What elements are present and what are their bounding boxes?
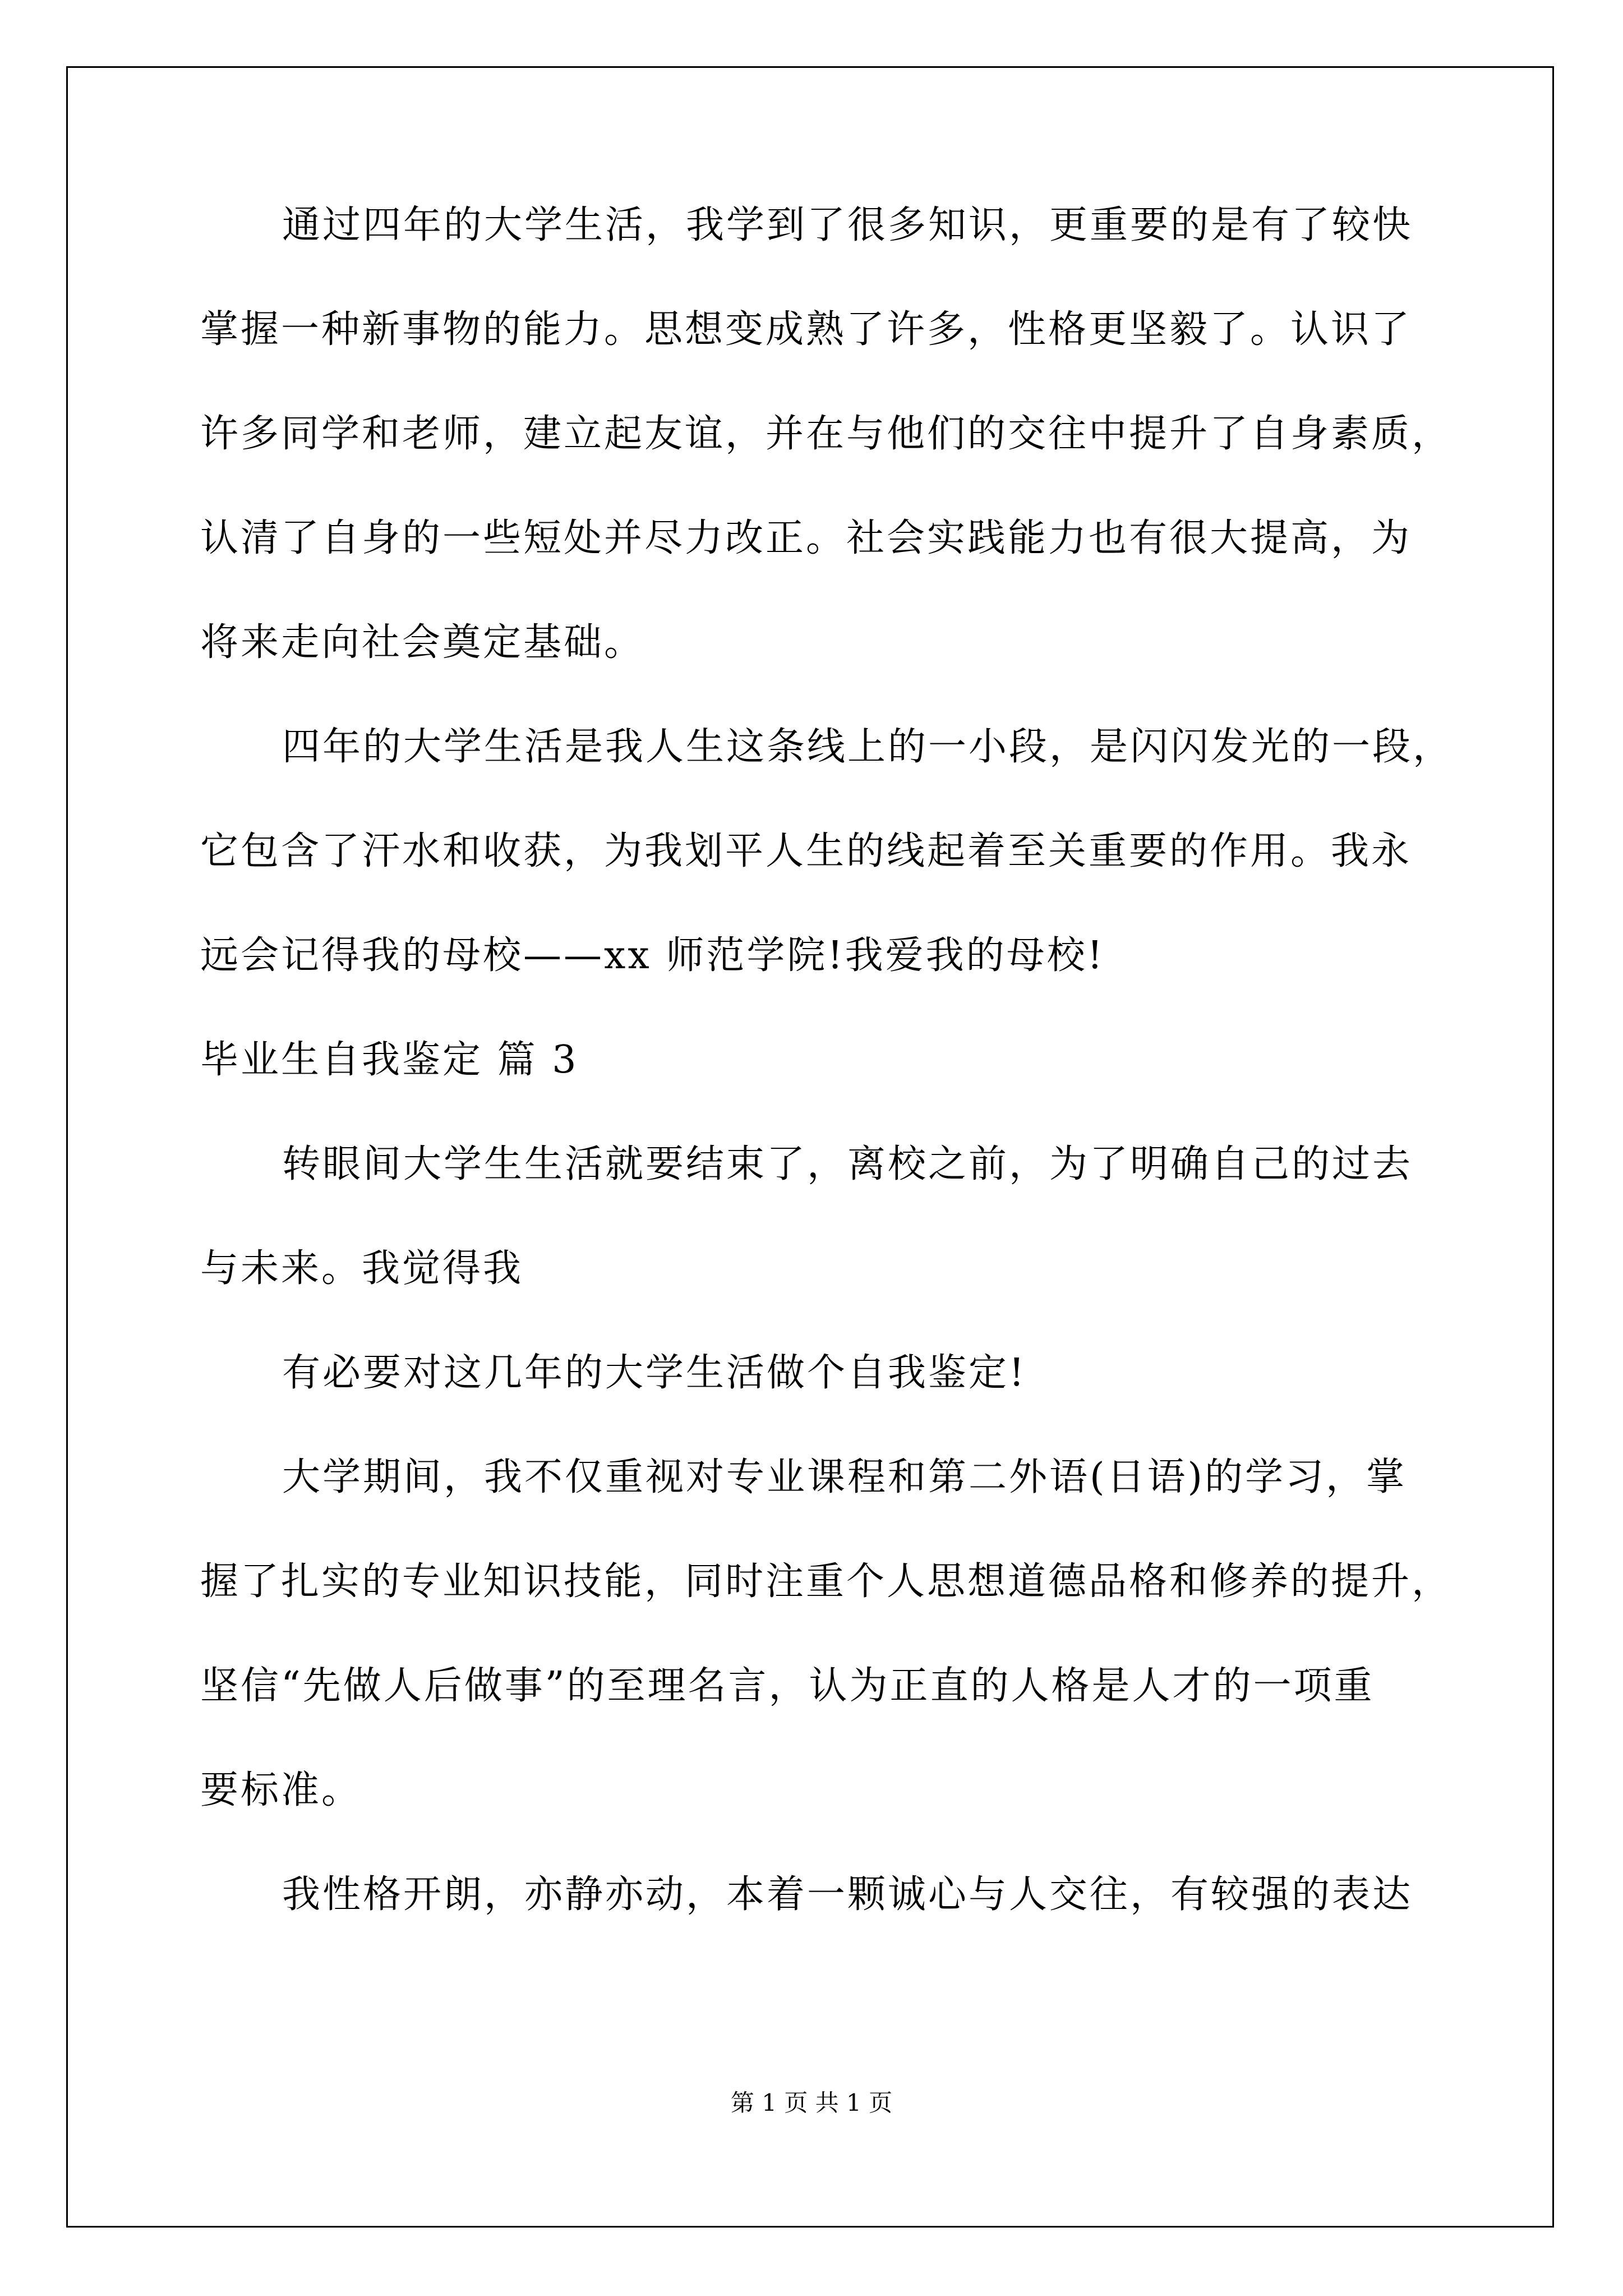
page-footer: 第 1 页 共 1 页 [730, 2089, 893, 2116]
text-line: 许多同学和老师，建立起友谊，并在与他们的交往中提升了自身素质， [200, 412, 1453, 456]
section-heading: 毕业生自我鉴定 篇 3 [200, 1038, 579, 1082]
text-line: 四年的大学生活是我人生这条线上的一小段，是闪闪发光的一段， [282, 725, 1454, 769]
text-line: 坚信“先做人后做事”的至理名言，认为正直的人格是人才的一项重 [200, 1664, 1375, 1708]
text-line: 它包含了汗水和收获，为我划平人生的线起着至关重要的作用。我永 [200, 829, 1412, 873]
text-line: 认清了自身的一些短处并尽力改正。社会实践能力也有很大提高，为 [200, 516, 1412, 560]
text-line: 远会记得我的母校——xx 师范学院!我爱我的母校! [200, 933, 1105, 978]
text-line: 有必要对这几年的大学生活做个自我鉴定! [282, 1351, 1027, 1395]
text-line: 与未来。我觉得我 [200, 1246, 524, 1291]
text-line: 大学期间，我不仅重视对专业课程和第二外语(日语)的学习，掌 [282, 1455, 1407, 1499]
text-line: 转眼间大学生生活就要结束了，离校之前，为了明确自己的过去 [282, 1142, 1413, 1186]
text-line: 掌握一种新事物的能力。思想变成熟了许多，性格更坚毅了。认识了 [200, 307, 1412, 352]
text-line: 将来走向社会奠定基础。 [200, 620, 645, 665]
text-line: 我性格开朗，亦静亦动，本着一颗诚心与人交往，有较强的表达 [282, 1872, 1413, 1917]
text-line: 握了扎实的专业知识技能，同时注重个人思想道德品格和修养的提升， [200, 1559, 1453, 1604]
text-line: 通过四年的大学生活，我学到了很多知识，更重要的是有了较快 [282, 203, 1413, 247]
text-line: 要标准。 [200, 1768, 362, 1812]
